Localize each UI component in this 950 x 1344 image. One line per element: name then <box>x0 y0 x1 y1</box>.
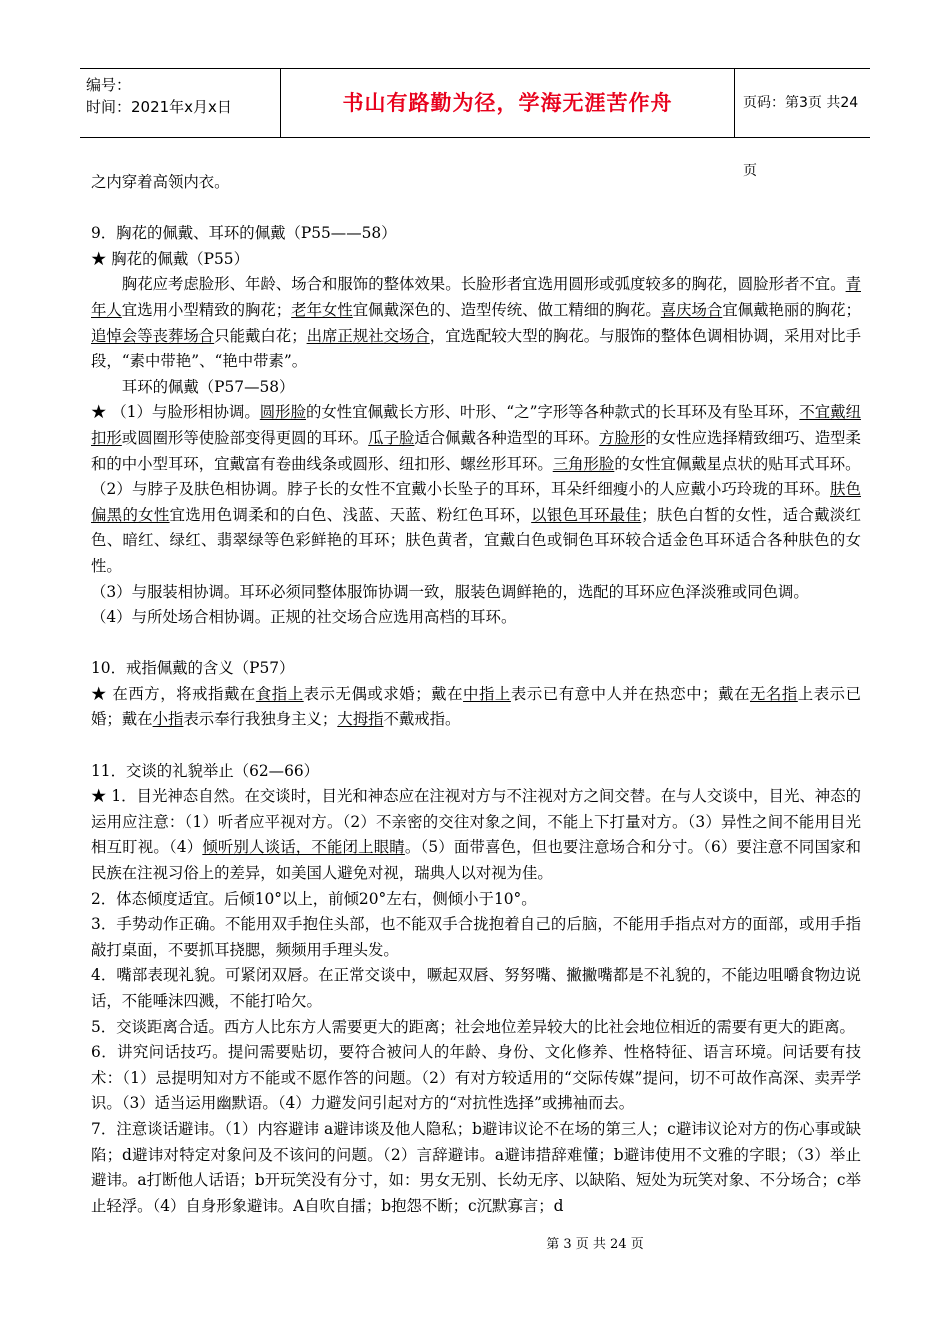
paragraph-ring: ★ 在西方，将戒指戴在食指上表示无偶或求婚；戴在中指上表示已有意中人并在热恋中；戴在无名指上表示已婚；戴在小指表示奉行我独身主义；大拇指不戴戒指。 <box>91 684 861 729</box>
section-heading-9: 9．胸花的佩戴、耳环的佩戴（P55——58） <box>91 224 397 243</box>
paragraph-talk-2: 2．体态倾度适宜。后倾10°以上，前倾20°左右，侧倾小于10°。 <box>91 889 537 908</box>
paragraph-talk-5: 5．交谈距离合适。西方人比东方人需要更大的距离；社会地位差异较大的比社会地位相近的需要有更大的距离。 <box>91 1017 855 1036</box>
header-motto: 书山有路勤为径，学海无涯苦作舟 <box>280 69 735 137</box>
number-label: 编号： <box>86 76 132 94</box>
paragraph-talk-3: 3．手势动作正确。不能用双手抱住头部，也不能双手合拢抱着自己的后脑，不能用手指点对方的面部，或用手指敲打桌面，不要抓耳挠腮，频频用手理头发。 <box>91 915 861 959</box>
page-footer: 第 3 页 共 24 页 <box>546 1237 644 1252</box>
paragraph-brooch: 胸花应考虑脸形、年龄、场合和服饰的整体效果。长脸形者宜选用圆形或弧度较多的胸花，圆脸形者不宜。青年人宜选用小型精致的胸花；老年女性宜佩戴深色的、造型传统、做工精细的胸花。喜庆场合宜佩戴艳丽的胸花；追悼会等丧葬场合只能戴白花；出席正规社交场合，宜选配较大型的胸花。与服饰的整体色调相协调，采用对比手段，“素中带艳”、“艳中带素”。 <box>91 275 861 371</box>
page-header <box>80 68 870 179</box>
paragraph-talk-6: 6．讲究问话技巧。提问需要贴切，要符合被问人的年龄、身份、文化修养、性格特征、语言环境。问话要有技术：（1）忌提明知对方不能或不愿作答的问题。（2）有对方较适用的“交际传媒”提问，切不可故作高深、卖弄学识。（3）适当运用幽默语。（4）力避发问引起对方的“对抗性选择”或拂袖而去。 <box>91 1043 861 1113</box>
document-body <box>91 170 861 1219</box>
subsection-heading: 耳环的佩戴（P57—58） <box>121 377 295 396</box>
header-meta <box>80 69 280 137</box>
paragraph: 之内穿着高领内衣。 <box>91 173 230 191</box>
paragraph-earring-1: ★ （1）与脸形相协调。圆形脸的女性宜佩戴长方形、叶形、“之”字形等各种款式的长耳环及有坠耳环，不宜戴纽扣形或圆圈形等使脸部变得更圆的耳环。瓜子脸适合佩戴各种造型的耳环。方脸形的女性应选择精致细巧、造型柔和的中小型耳环，宜戴富有卷曲线条或圆形、纽扣形、螺丝形耳环。三角形脸的女性宜佩戴星点状的贴耳式耳环。 <box>91 403 861 473</box>
paragraph-talk-7: 7．注意谈话避讳。（1）内容避讳 a避讳谈及他人隐私；b避讳议论不在场的第三人；c避讳议论对方的伤心事或缺陷；d避讳对特定对象问及不该问的问题。（2）言辞避讳。a避讳措辞难懂；b避讳使用不文雅的字眼；（3）举止避讳。a打断他人话语；b开玩笑没有分寸，如：男女无别、长幼无序、以缺陷、短处为玩笑对象、不分场合；c举止轻浮。（4）自身形象避讳。A自吹自擂；b抱怨不断；c沉默寡言；d <box>91 1119 861 1215</box>
section-heading-11: 11．交谈的礼貌举止（62—66） <box>91 761 320 780</box>
paragraph-earring-3: （3）与服装相协调。耳环必须同整体服饰协调一致，服装色调鲜艳的，选配的耳环应色泽淡雅或同色调。 <box>91 582 809 601</box>
paragraph-talk-1: ★ 1．目光神态自然。在交谈时，目光和神态应在注视对方与不注视对方之间交替。在与人交谈中，目光、神态的运用应注意：（1）听者应平视对方。（2）不亲密的交往对象之间，不能上下打量对方。（3）异性之间不能用目光相互盯视。（4）倾听别人谈话，不能闭上眼睛。（5）面带喜色，但也要注意场合和分寸。（6）要注意不同国家和民族在注视习俗上的差异，如美国人避免对视，瑞典人以对视为佳。 <box>91 787 861 883</box>
time-label: 时间：2021年x月x日 <box>86 98 232 116</box>
paragraph-earring-4: （4）与所处场合相协调。正规的社交场合应选用高档的耳环。 <box>91 608 517 627</box>
paragraph-talk-4: 4．嘴部表现礼貌。可紧闭双唇。在正常交谈中，噘起双唇、努努嘴、撇撇嘴都是不礼貌的，不能边咀嚼食物边说话，不能唾沫四溅，不能打哈欠。 <box>91 966 861 1010</box>
subsection-heading: ★ 胸花的佩戴（P55） <box>91 249 249 268</box>
header-page-info: 页码：第3页 共24页 <box>743 95 859 179</box>
paragraph-earring-2: （2）与脖子及肤色相协调。脖子长的女性不宜戴小长坠子的耳环，耳朵纤细瘦小的人应戴小巧玲珑的耳环。肤色偏黑的女性宜选用色调柔和的白色、浅蓝、天蓝、粉红色耳环，以银色耳环最佳；肤色白皙的女性，适合戴淡红色、暗红、绿红、翡翠绿等色彩鲜艳的耳环；肤色黄者，宜戴白色或铜色耳环较合适金色耳环适合各种肤色的女性。 <box>91 480 861 575</box>
section-heading-10: 10．戒指佩戴的含义（P57） <box>91 659 295 678</box>
